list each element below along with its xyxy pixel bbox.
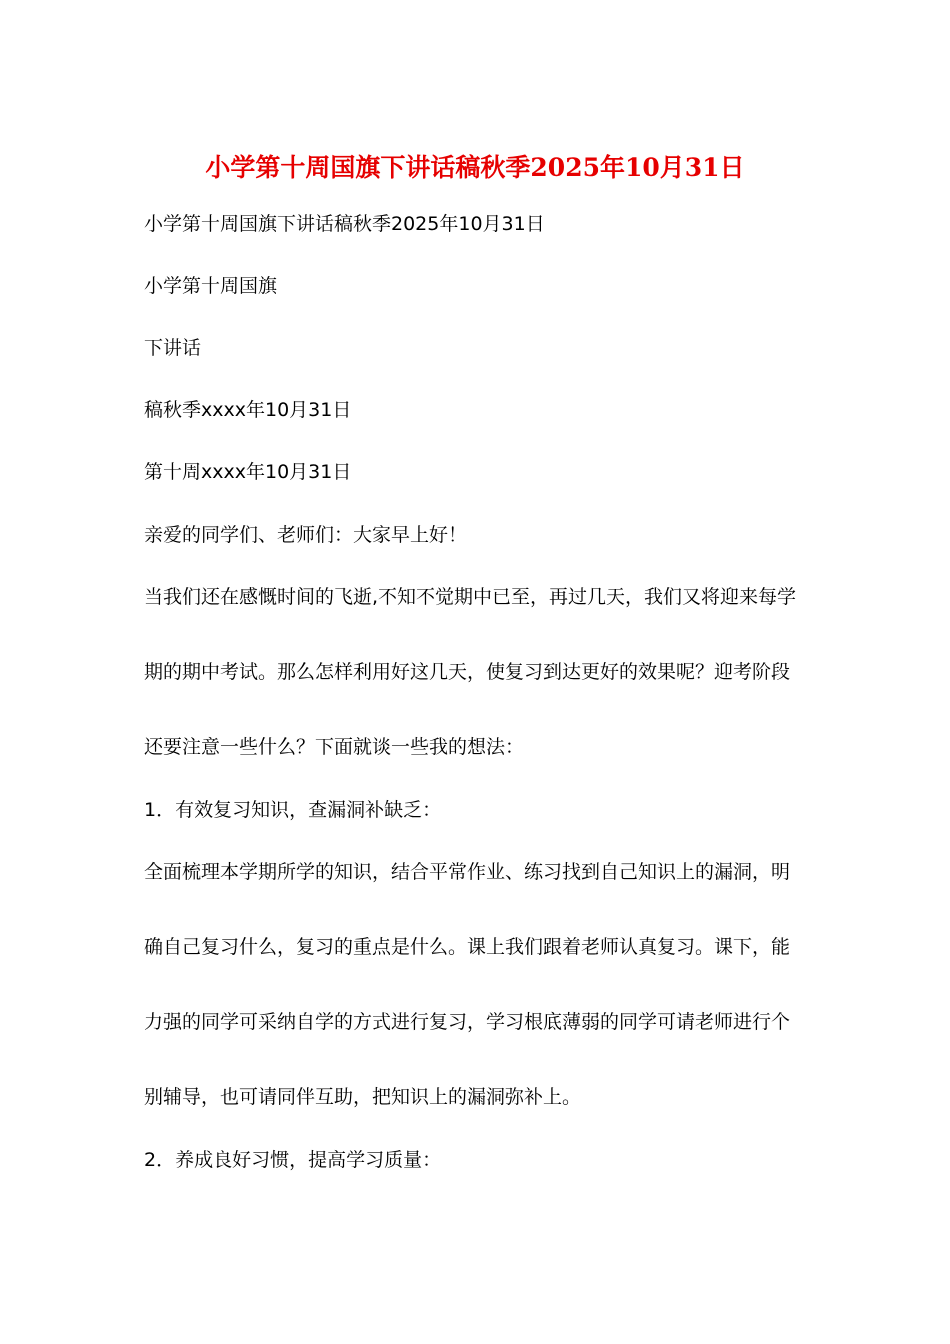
date-line: 第十周xxxx年10月31日	[144, 461, 352, 483]
section-heading-1: 1．有效复习知识，查漏洞补缺乏：	[144, 799, 442, 821]
body-line: 力强的同学可采纳自学的方式进行复习，学习根底薄弱的同学可请老师进行个	[144, 1011, 791, 1033]
body-line: 当我们还在感慨时间的飞逝,不知不觉期中已至，再过几天，我们又将迎来每学	[144, 586, 797, 608]
section-heading-2: 2．养成良好习惯，提高学习质量：	[144, 1149, 442, 1171]
subtitle-line: 小学第十周国旗下讲话稿秋季2025年10月31日	[144, 213, 545, 235]
body-line: 别辅导，也可请同伴互助，把知识上的漏洞弥补上。	[144, 1086, 582, 1108]
document-title: 小学第十周国旗下讲话稿秋季2025年10月31日	[205, 153, 745, 182]
body-line: 还要注意一些什么？下面就谈一些我的想法：	[144, 736, 525, 758]
date-line: 稿秋季xxxx年10月31日	[144, 399, 352, 421]
body-line: 全面梳理本学期所学的知识，结合平常作业、练习找到自己知识上的漏洞，明	[144, 861, 791, 883]
heading-line: 下讲话	[144, 337, 202, 359]
body-line: 期的期中考试。那么怎样利用好这几天，使复习到达更好的效果呢？迎考阶段	[144, 661, 791, 683]
greeting-line: 亲爱的同学们、老师们：大家早上好！	[144, 524, 468, 546]
body-line: 确自己复习什么，复习的重点是什么。课上我们跟着老师认真复习。课下，能	[144, 936, 791, 958]
heading-line: 小学第十周国旗	[144, 275, 278, 297]
